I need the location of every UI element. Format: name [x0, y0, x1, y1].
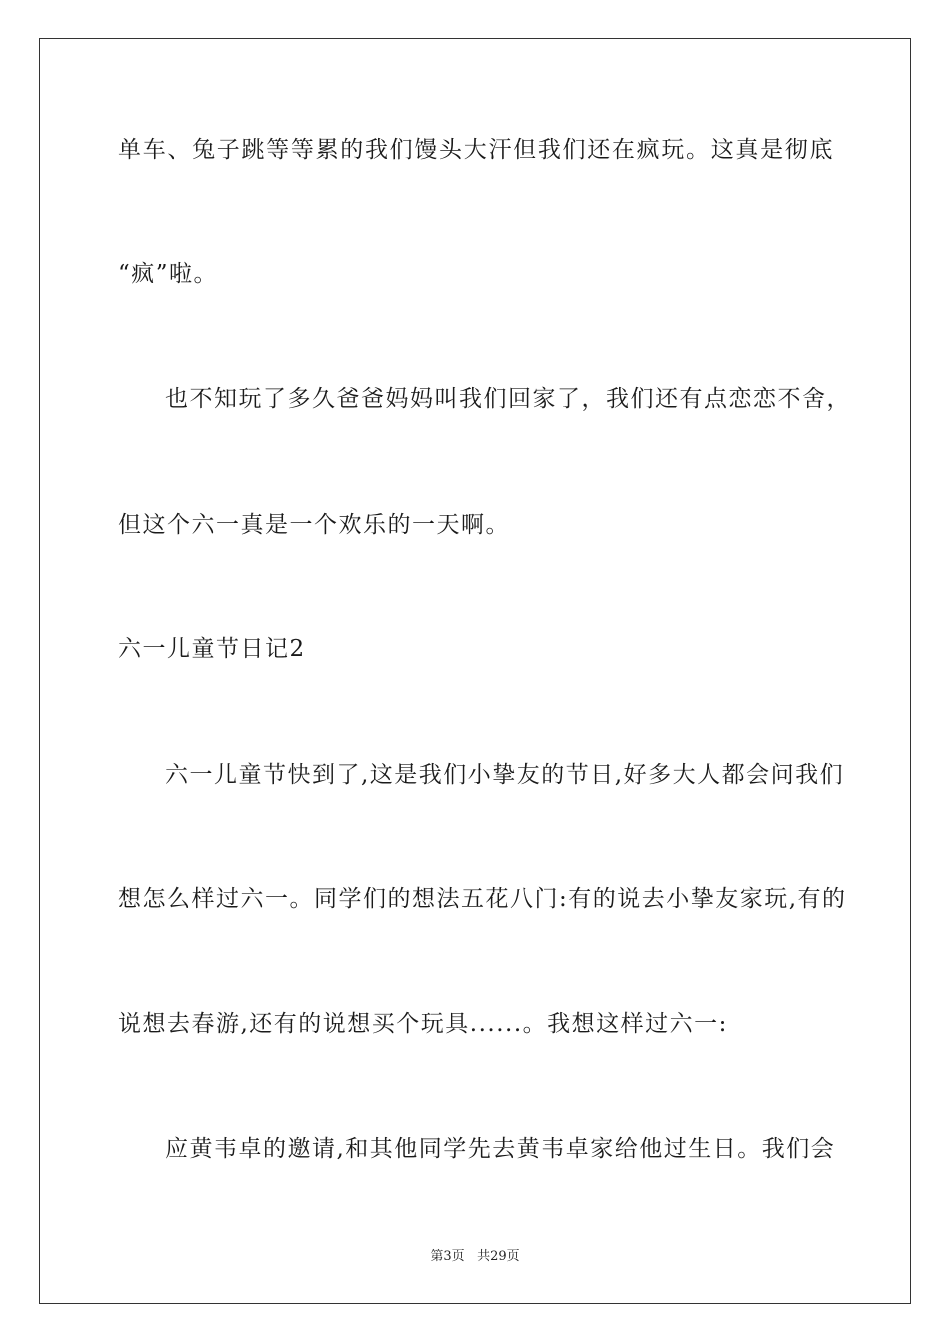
- paragraph-line: 说想去春游,还有的说想买个玩具......。我想这样过六一:: [118, 1011, 728, 1037]
- paragraph-line: “疯”啦。: [118, 261, 219, 287]
- total-pages: 共29页: [477, 1249, 520, 1264]
- paragraph-line: 六一儿童节快到了,这是我们小挚友的节日,好多大人都会问我们: [165, 762, 845, 788]
- page-border: [39, 38, 911, 1304]
- section-heading: 六一儿童节日记2: [118, 636, 306, 662]
- page-footer: [0, 1248, 950, 1266]
- page-number: 第3页: [430, 1249, 465, 1264]
- paragraph-line: 也不知玩了多久爸爸妈妈叫我们回家了，我们还有点恋恋不舍，: [165, 386, 851, 412]
- paragraph-line: 但这个六一真是一个欢乐的一天啊。: [118, 512, 510, 538]
- paragraph-line: 想怎么样过六一。同学们的想法五花八门:有的说去小挚友家玩,有的: [118, 886, 847, 912]
- paragraph-line: 单车、兔子跳等等累的我们馒头大汗但我们还在疯玩。这真是彻底: [118, 137, 834, 163]
- paragraph-line: 应黄韦卓的邀请,和其他同学先去黄韦卓家给他过生日。我们会: [165, 1136, 836, 1162]
